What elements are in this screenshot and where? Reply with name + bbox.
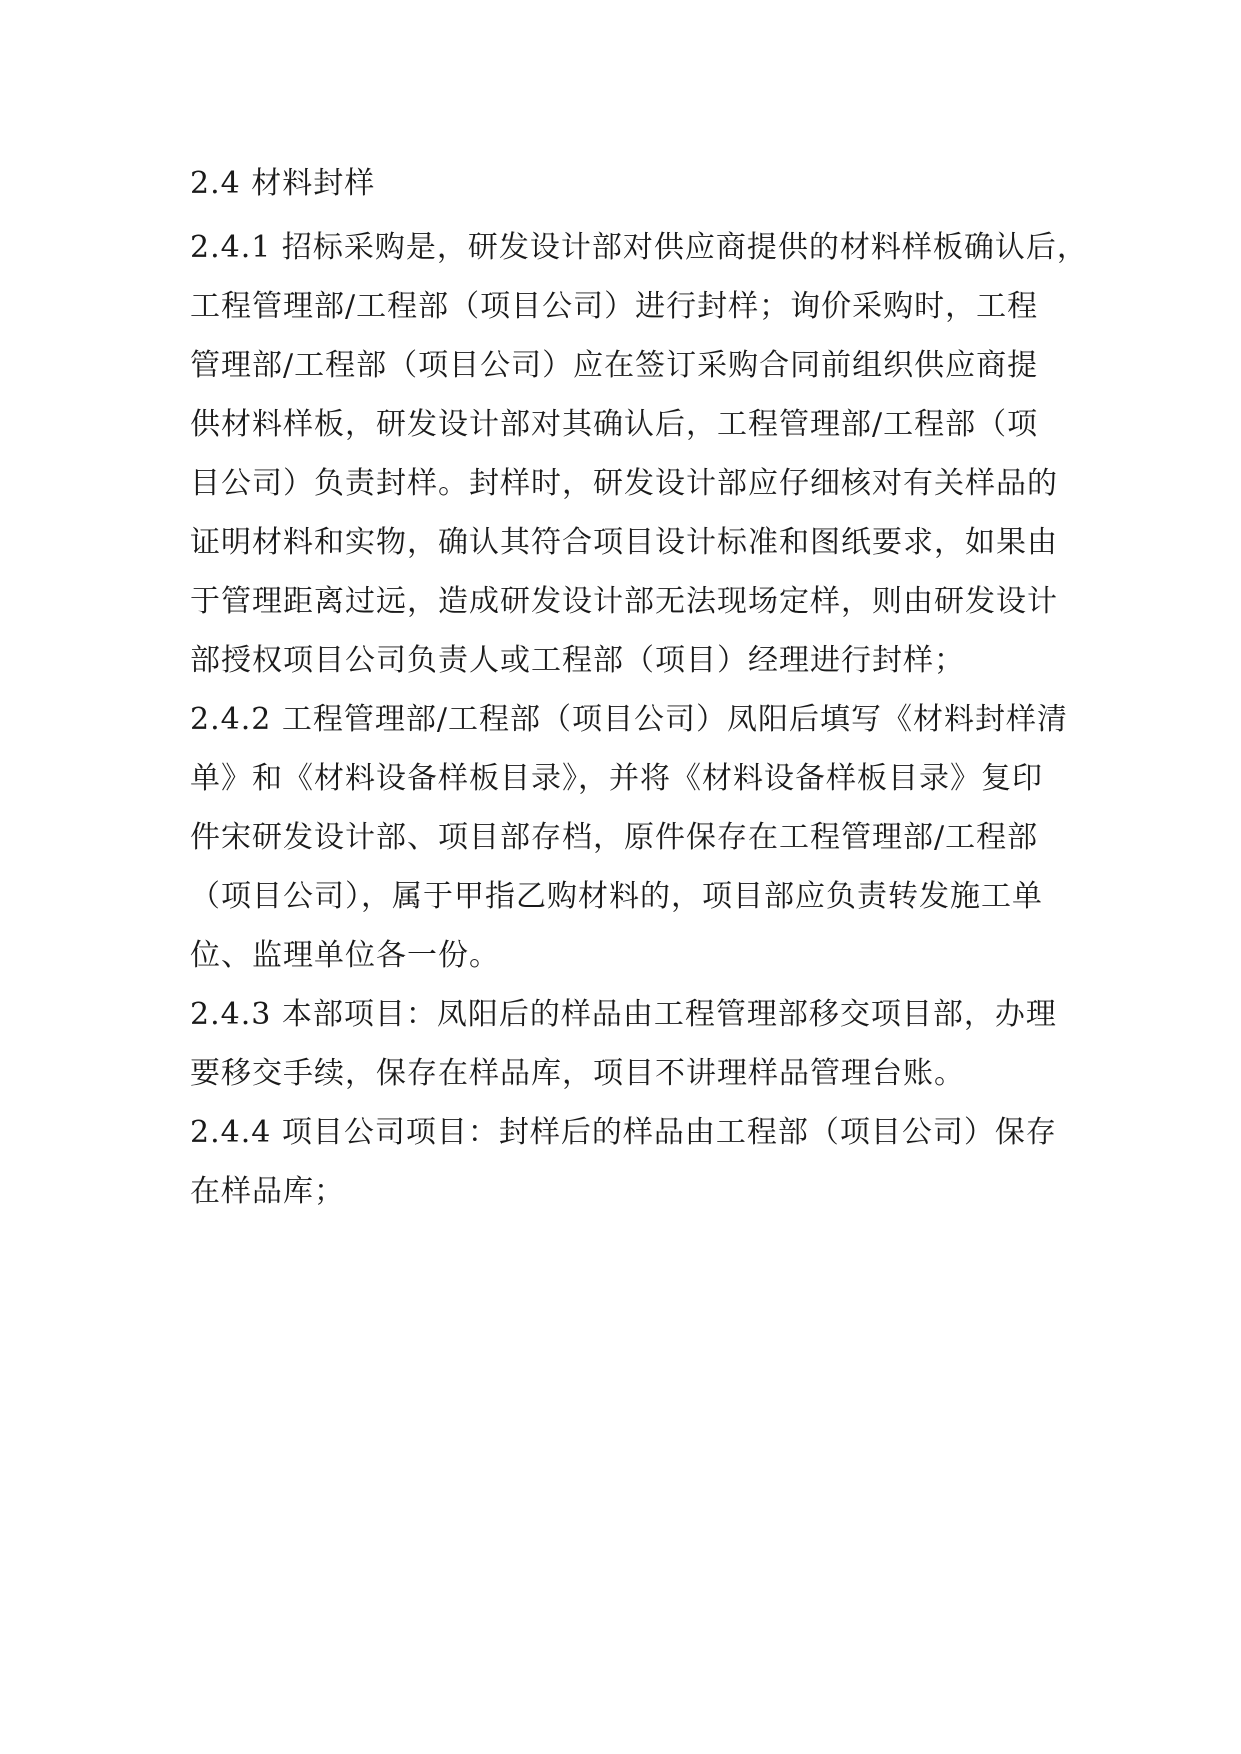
paragraph-line: 工程管理部/工程部（项目公司）进行封样；询价采购时，工程 [190,289,1039,324]
paragraph-line: 供材料样板，研发设计部对其确认后，工程管理部/工程部（项 [190,407,1039,442]
paragraph-line: 位、监理单位各一份。 [190,938,500,973]
paragraph-line: 2.4.3 本部项目：凤阳后的样品由工程管理部移交项目部，办理 [190,997,1057,1032]
paragraph-line: （项目公司），属于甲指乙购材料的，项目部应负责转发施工单 [190,879,1043,914]
paragraph-line: 部授权项目公司负责人或工程部（项目）经理进行封样； [190,643,965,678]
paragraph-line: 单》和《材料设备样板目录》，并将《材料设备样板目录》复印 [190,761,1043,796]
paragraph-line: 2.4.4 项目公司项目：封样后的样品由工程部（项目公司）保存 [190,1115,1057,1150]
paragraph-line: 于管理距离过远，造成研发设计部无法现场定样，则由研发设计 [190,584,1058,619]
paragraph-line: 件宋研发设计部、项目部存档，原件保存在工程管理部/工程部 [190,820,1039,855]
paragraph-line: 目公司）负责封样。封样时，研发设计部应仔细核对有关样品的 [190,466,1058,501]
paragraph-line: 证明材料和实物，确认其符合项目设计标准和图纸要求，如果由 [190,525,1058,560]
paragraph-line: 要移交手续，保存在样品库，项目不讲理样品管理台账。 [190,1056,965,1091]
paragraph-line: 管理部/工程部（项目公司）应在签订采购合同前组织供应商提 [190,348,1039,383]
section-heading: 2.4 材料封样 [190,166,376,201]
paragraph-line: 2.4.1 招标采购是，研发设计部对供应商提供的材料样板确认后， [190,230,1088,265]
paragraph-line: 2.4.2 工程管理部/工程部（项目公司）凤阳后填写《材料封样清 [190,702,1068,737]
paragraph-line: 在样品库； [190,1174,345,1209]
